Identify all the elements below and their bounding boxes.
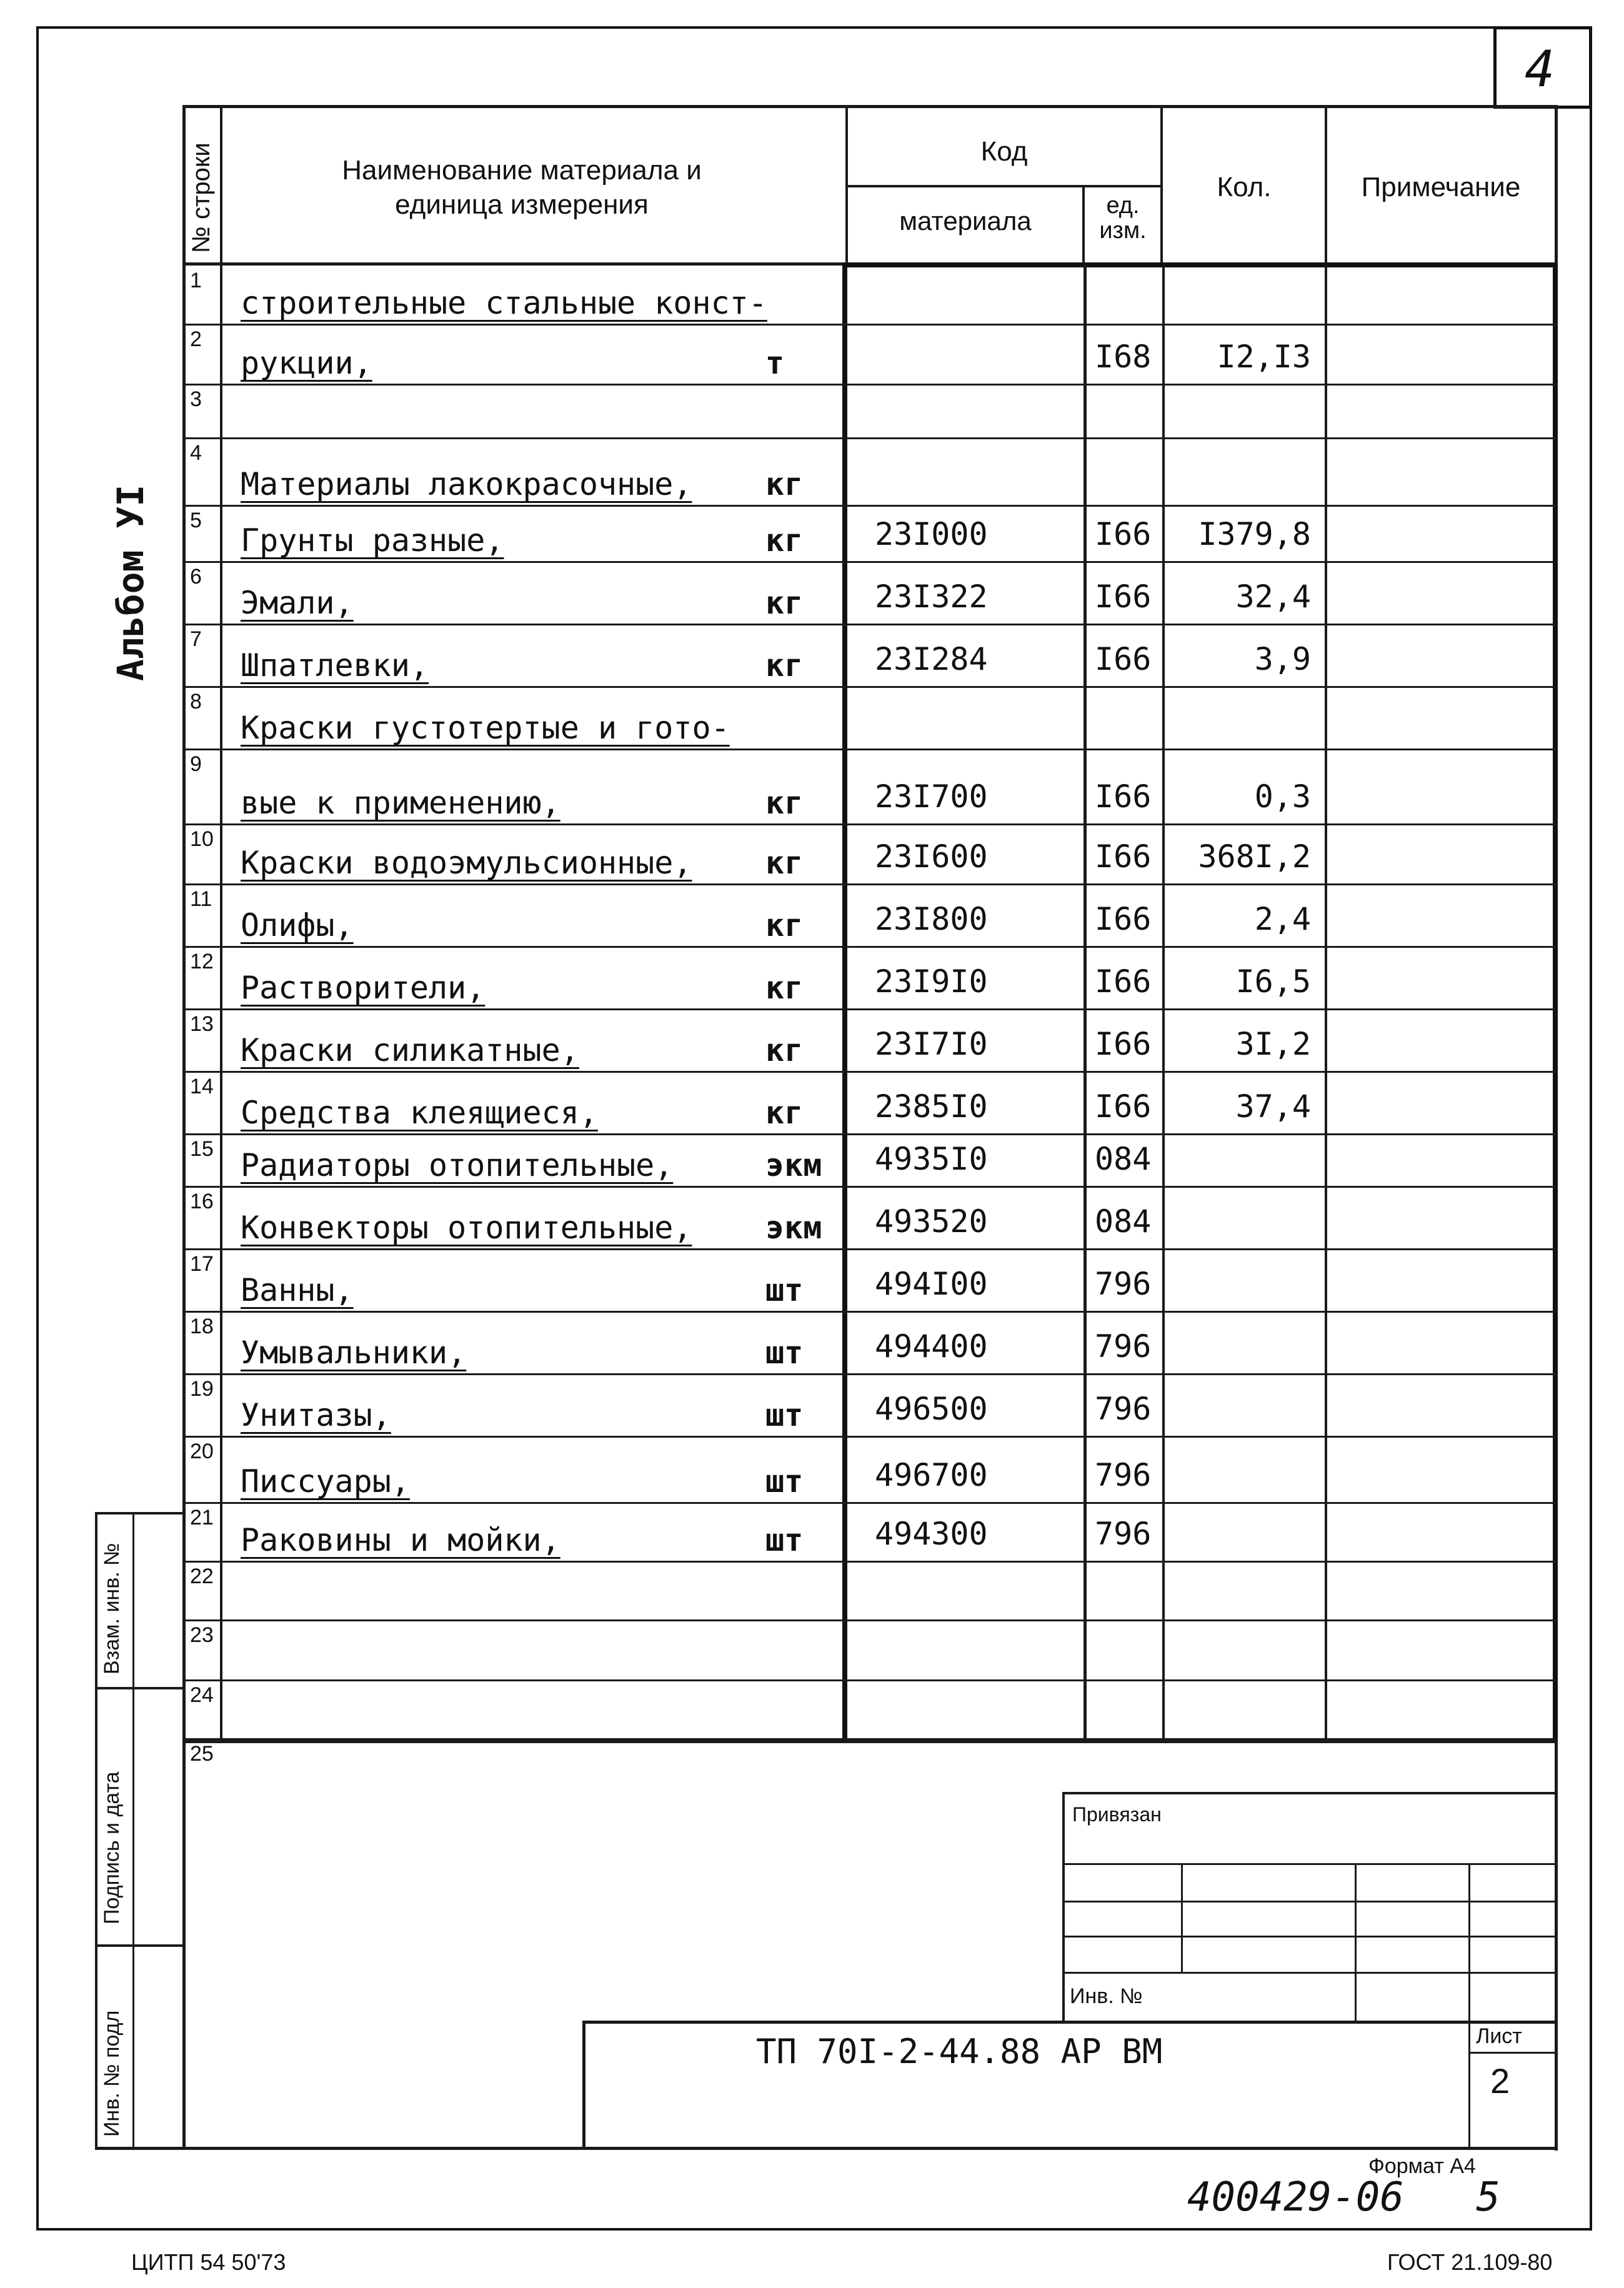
row-number: 24 [190,1683,214,1707]
row-number: 22 [190,1564,214,1588]
row-number: 25 [190,1742,214,1766]
row-number: 21 [190,1506,214,1529]
row-number: 10 [190,827,214,851]
row-number: 18 [190,1315,214,1338]
row-number: 11 [190,887,212,911]
material-name: Радиаторы отопительные, [241,1147,674,1183]
unit-of-measure: кг [765,845,804,881]
quantity: 3,9 [1254,641,1311,677]
material-code: 494400 [875,1328,988,1365]
material-code: 23I9I0 [875,963,988,1000]
material-name: Умывальники, [241,1335,467,1371]
material-name: Растворители, [241,970,486,1006]
material-code: 2385I0 [875,1088,988,1125]
material-code: 496500 [875,1391,988,1427]
row-number: 7 [190,627,202,651]
material-code: 496700 [875,1457,988,1493]
material-code: 23I7I0 [875,1026,988,1062]
document-code: ТП 70I-2-44.88 АР ВМ [756,2032,1163,2071]
material-name: рукции, [241,345,372,381]
material-code: 493520 [875,1203,988,1240]
unit-of-measure: кг [765,1095,804,1131]
privyazan-label: Привязан [1072,1803,1162,1826]
row-number: 6 [190,565,202,589]
quantity: 2,4 [1254,901,1311,937]
material-name: вые к применению, [241,785,560,821]
handwritten-number: 400429-06 5 [1187,2174,1500,2221]
unit-of-measure: шт [765,1463,804,1500]
material-code: 23I700 [875,778,988,815]
unit-of-measure: шт [765,1335,804,1371]
material-code: 23I322 [875,579,988,615]
material-code: 494I00 [875,1266,988,1302]
row-number: 15 [190,1137,214,1161]
unit-code: 796 [1095,1391,1152,1427]
row-number: 20 [190,1440,214,1463]
material-name: Эмали, [241,585,354,621]
unit-of-measure: кг [765,785,804,821]
row-number: 12 [190,950,214,973]
material-name: Раковины и мойки, [241,1522,560,1558]
header-row-no: № строки [187,142,215,253]
stamp-podpis: Подпись и дата [100,1771,124,1924]
header-note: Примечание [1361,172,1521,202]
unit-of-measure: кг [765,466,804,502]
gost-label: ГОСТ 21.109-80 [1387,2249,1553,2275]
row-number: 19 [190,1377,214,1401]
material-name: Краски водоэмульсионные, [241,845,692,881]
stamp-vzam: Взам. инв. № [100,1543,124,1674]
bottom-left-stamp: ЦИТП 54 50'73 [131,2249,286,2275]
quantity: 0,3 [1254,778,1311,815]
quantity: 3I,2 [1235,1026,1311,1062]
row-number: 16 [190,1190,214,1213]
unit-code: I66 [1095,579,1152,615]
material-name: Конвекторы отопительные, [241,1210,692,1246]
material-name: Краски густотертые и гото- [241,710,730,746]
header-unit: ед. изм. [1099,192,1147,244]
material-code: 23I284 [875,641,988,677]
format-label: Формат А4 [1368,2154,1476,2178]
unit-code: 084 [1095,1203,1152,1240]
album-label: Альбом УI [109,484,152,681]
unit-of-measure: кг [765,647,804,684]
header-name: Наименование материала и единица измерения [342,155,702,220]
corner-number: 4 [1525,40,1555,98]
unit-code: 796 [1095,1266,1152,1302]
material-name: Материалы лакокрасочные, [241,466,692,502]
unit-of-measure: шт [765,1272,804,1308]
material-name: строительные стальные конст- [241,285,767,321]
unit-code: 796 [1095,1457,1152,1493]
material-code: 23I000 [875,516,988,552]
header-qty: Кол. [1217,172,1272,202]
unit-code: I66 [1095,778,1152,815]
unit-code: I66 [1095,838,1152,875]
unit-of-measure: шт [765,1397,804,1433]
material-name: Олифы, [241,907,354,943]
unit-code: 084 [1095,1141,1152,1177]
unit-of-measure: экм [765,1210,822,1246]
unit-of-measure: кг [765,1032,804,1068]
unit-code: I66 [1095,516,1152,552]
material-code: 23I800 [875,901,988,937]
unit-of-measure: экм [765,1147,822,1183]
material-code: 4935I0 [875,1141,988,1177]
material-name: Краски силикатные, [241,1032,579,1068]
stamp-inv: Инв. № подл [100,2010,124,2137]
unit-of-measure: кг [765,907,804,943]
quantity: I2,I3 [1217,339,1311,375]
inv-no-label: Инв. № [1070,1984,1143,2008]
material-code: 494300 [875,1516,988,1552]
row-number: 1 [190,269,202,292]
material-name: Унитазы, [241,1397,391,1433]
unit-code: I66 [1095,1026,1152,1062]
material-name: Грунты разные, [241,522,504,559]
material-code: 23I600 [875,838,988,875]
unit-code: 796 [1095,1516,1152,1552]
row-number: 2 [190,327,202,351]
unit-code: 796 [1095,1328,1152,1365]
row-number: 13 [190,1012,214,1036]
unit-of-measure: т [765,345,785,381]
unit-code: I66 [1095,901,1152,937]
row-number: 5 [190,509,202,532]
quantity: 368I,2 [1198,838,1311,875]
row-number: 9 [190,752,202,776]
material-name: Ванны, [241,1272,354,1308]
unit-code: I66 [1095,641,1152,677]
list-label: Лист [1476,2024,1522,2048]
quantity: 32,4 [1235,579,1311,615]
quantity: 37,4 [1235,1088,1311,1125]
unit-of-measure: шт [765,1522,804,1558]
unit-code: I66 [1095,963,1152,1000]
unit-of-measure: кг [765,522,804,559]
quantity: I6,5 [1235,963,1311,1000]
unit-of-measure: кг [765,970,804,1006]
quantity: I379,8 [1198,516,1311,552]
material-name: Шпатлевки, [241,647,429,684]
row-number: 3 [190,387,202,411]
header-code: Код [980,136,1028,167]
row-number: 17 [190,1252,214,1276]
unit-of-measure: кг [765,585,804,621]
unit-code: I66 [1095,1088,1152,1125]
unit-code: I68 [1095,339,1152,375]
list-number: 2 [1490,2061,1510,2101]
row-number: 23 [190,1623,214,1647]
row-number: 14 [190,1075,214,1098]
row-number: 8 [190,690,202,714]
material-name: Средства клеящиеся, [241,1095,598,1131]
row-number: 4 [190,441,202,465]
material-name: Писсуары, [241,1463,410,1500]
header-material: материала [899,206,1032,236]
